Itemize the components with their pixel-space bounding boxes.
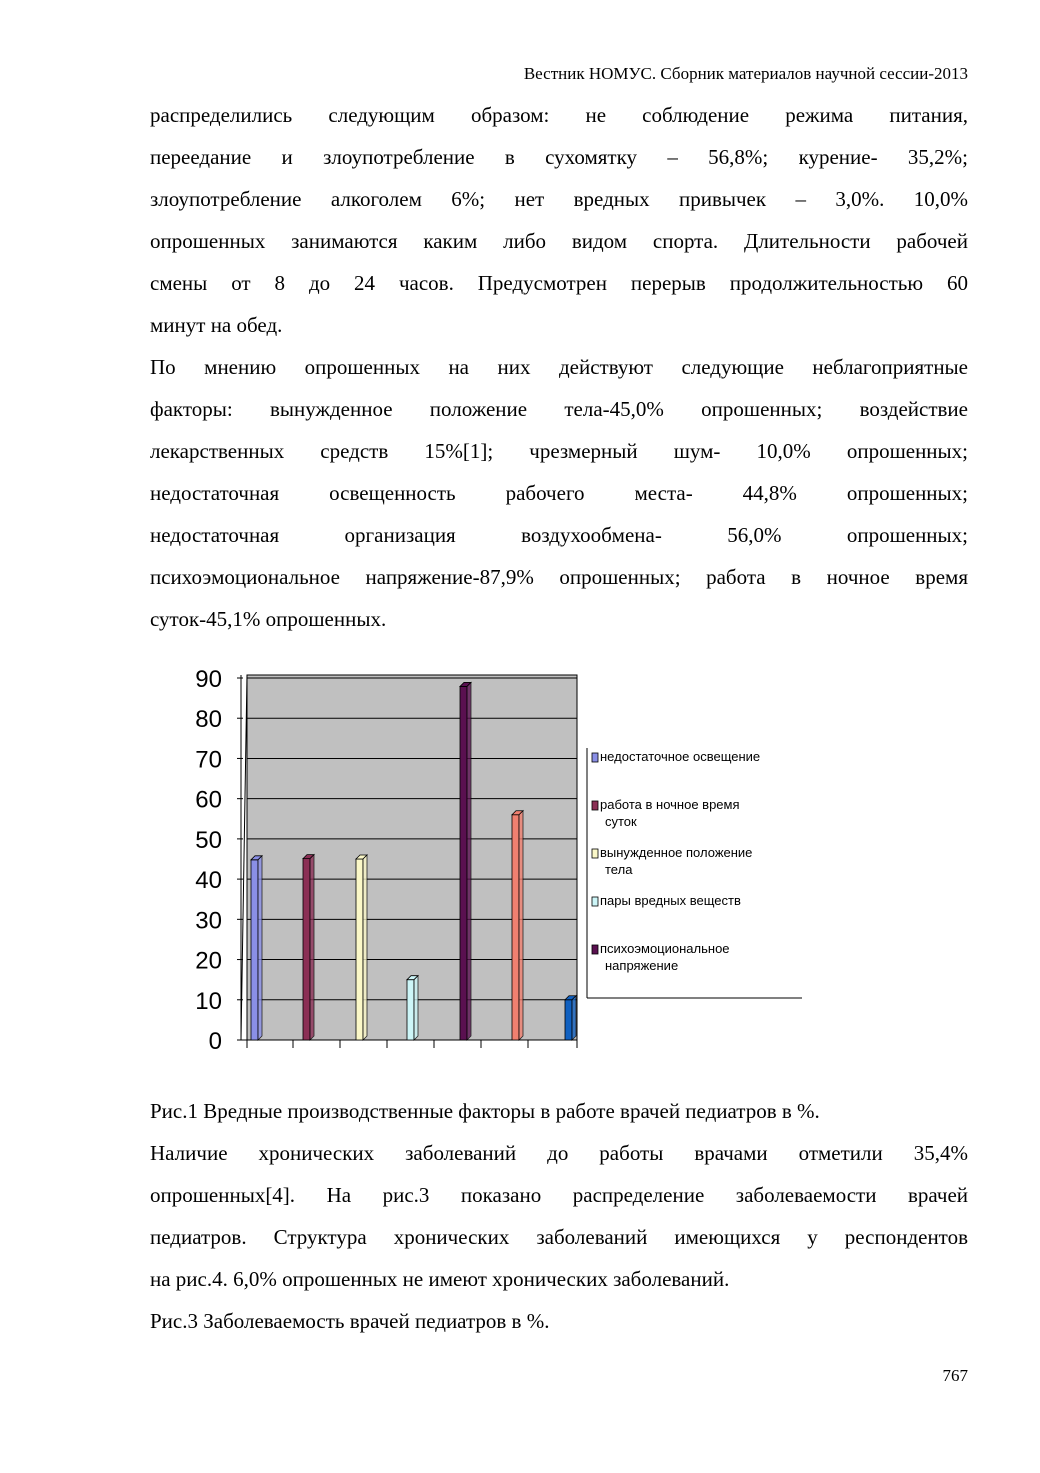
figure-caption-1: Рис.1 Вредные производственные факторы в работе врачей педиатров в %.: [150, 1099, 820, 1123]
bar: [512, 815, 519, 1040]
bar-chart: [175, 658, 825, 1058]
text-line: Наличие хронических заболеваний до работы врачами отметили 35,4%: [150, 1141, 968, 1165]
text-line: суток-45,1% опрошенных.: [150, 607, 387, 631]
bar-side: [519, 811, 523, 1040]
legend-label: работа в ночное время: [600, 797, 740, 812]
text-line: опрошенных занимаются каким либо видом спорта. Длительности рабочей: [150, 229, 968, 253]
text-line: минут на обед.: [150, 313, 283, 337]
bar-side: [363, 855, 367, 1040]
text-line: распределились следующим образом: не соблюдение режима питания,: [150, 103, 968, 127]
paragraph-3: [150, 1132, 968, 1300]
bar: [303, 859, 310, 1040]
bar-side: [414, 976, 418, 1040]
text-line: По мнению опрошенных на них действуют следующие неблагоприятные: [150, 355, 968, 379]
text-line: факторы: вынужденное положение тела-45,0% опрошенных; воздействие: [150, 397, 968, 421]
legend-label: напряжение: [605, 958, 679, 973]
y-tick-label: 20: [195, 947, 222, 975]
plot-side-wall: [241, 675, 247, 1040]
legend-label: психоэмоциональное: [600, 941, 730, 956]
y-tick-label: 60: [195, 786, 222, 814]
text-line: опрошенных[4]. На рис.3 показано распределение заболеваемости врачей: [150, 1183, 968, 1207]
y-tick-label: 90: [195, 666, 222, 693]
legend-swatch: [592, 801, 598, 810]
y-tick-label: 30: [195, 907, 222, 935]
bar: [407, 980, 414, 1040]
y-tick-label: 50: [195, 826, 222, 854]
text-line: недостаточная освещенность рабочего места- 44,8% опрошенных;: [150, 481, 968, 505]
legend-swatch: [592, 945, 598, 954]
legend-label: суток: [605, 814, 637, 829]
text-line: психоэмоциональное напряжение-87,9% опрошенных; работа в ночное время: [150, 565, 968, 589]
legend-label: недостаточное освещение: [600, 749, 761, 764]
legend-swatch: [592, 753, 598, 762]
text-line: переедание и злоупотребление в сухомятку – 56,8%; курение- 35,2%;: [150, 145, 968, 169]
bar-side: [258, 856, 262, 1040]
bar-chart-svg: [175, 658, 825, 1058]
bar-side: [467, 682, 471, 1040]
text-line: злоупотребление алкоголем 6%; нет вредных привычек – 3,0%. 10,0%: [150, 187, 968, 211]
bar: [565, 1000, 572, 1040]
paragraph-1: [150, 94, 968, 346]
text-line: педиатров. Структура хронических заболеваний имеющихся у респондентов: [150, 1225, 968, 1249]
legend-swatch: [592, 849, 598, 858]
text-line: недостаточная организация воздухообмена- 56,0% опрошенных;: [150, 523, 968, 547]
text-line: на рис.4. 6,0% опрошенных не имеют хронических заболеваний.: [150, 1267, 730, 1291]
y-tick-label: 10: [195, 987, 222, 1015]
bar: [356, 859, 363, 1040]
bar: [251, 860, 258, 1040]
y-tick-label: 80: [195, 706, 222, 734]
y-tick-label: 40: [195, 867, 222, 895]
y-tick-label: 70: [195, 746, 222, 774]
running-header: Вестник НОМУС. Сборник материалов научной сессии-2013: [523, 64, 968, 83]
paragraph-2: [150, 346, 968, 640]
page-number: 767: [942, 1366, 968, 1385]
legend-label: вынужденное положение: [600, 845, 753, 860]
bar-side: [310, 855, 314, 1040]
bar-side: [572, 996, 576, 1040]
legend-label: тела: [605, 862, 633, 877]
legend-label: пары вредных веществ: [600, 893, 741, 908]
legend-swatch: [592, 897, 598, 906]
bar: [460, 686, 467, 1040]
text-line: смены от 8 до 24 часов. Предусмотрен перерыв продолжительностью 60: [150, 271, 968, 295]
y-tick-label: 0: [208, 1028, 222, 1055]
figure-caption-3: Рис.3 Заболеваемость врачей педиатров в %.: [150, 1309, 550, 1333]
text-line: лекарственных средств 15%[1]; чрезмерный шум- 10,0% опрошенных;: [150, 439, 968, 463]
